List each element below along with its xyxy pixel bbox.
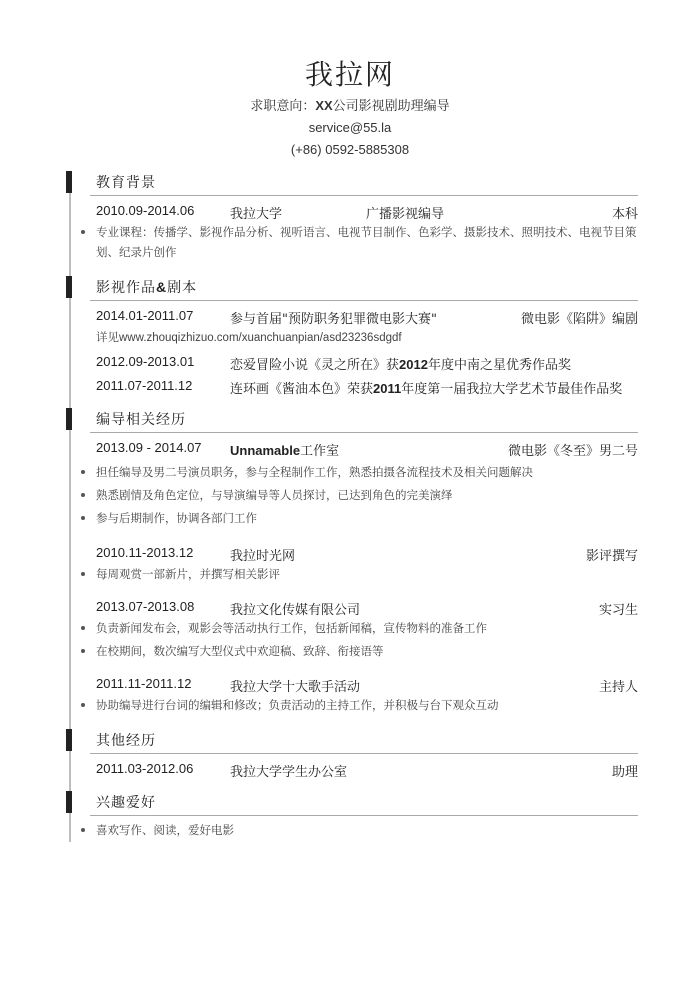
job-bullet: 参与后期制作，协调各部门工作 bbox=[66, 508, 638, 528]
section-marker bbox=[66, 171, 72, 193]
other-role: 助理 bbox=[611, 765, 638, 780]
section-divider bbox=[90, 753, 638, 754]
job-role: 实习生 bbox=[598, 603, 638, 618]
job-bullet: 负责新闻发布会，观影会等活动执行工作，包括新闻稿，宣传物料的准备工作 bbox=[66, 618, 638, 638]
email: service@55.la bbox=[308, 120, 392, 135]
job-row bbox=[66, 596, 638, 618]
education-row bbox=[66, 200, 638, 222]
work-description bbox=[230, 378, 622, 397]
job-period: 2010.11-2013.12 bbox=[96, 545, 194, 560]
job-role: 微电影《冬至》男二号 bbox=[507, 444, 638, 459]
section-title-ampersand: & bbox=[156, 279, 168, 295]
job-org bbox=[230, 440, 339, 459]
job-intent-position: 公司影视剧助理编导 bbox=[332, 98, 450, 113]
work-role: 微电影《陷阱》编剧 bbox=[520, 312, 638, 327]
candidate-name: 我拉网 bbox=[304, 58, 395, 91]
work-desc-text: 年度第一届我拉大学艺术节最佳作品奖 bbox=[401, 382, 623, 397]
job-intent bbox=[0, 95, 700, 117]
job-period: 2013.09 - 2014.07 bbox=[96, 440, 202, 455]
section-header bbox=[66, 728, 638, 754]
job-intent-label: 求职意向： bbox=[250, 98, 316, 113]
hobbies-text: 喜欢写作、阅读，爱好电影 bbox=[66, 820, 638, 840]
work-desc-year: 2011 bbox=[373, 381, 402, 396]
job-period: 2011.11-2011.12 bbox=[96, 676, 192, 691]
job-bullet: 每周观赏一部新片，并撰写相关影评 bbox=[66, 564, 638, 584]
resume-header bbox=[0, 55, 700, 161]
section-header bbox=[66, 275, 638, 301]
job-org: 我拉文化传媒有限公司 bbox=[230, 603, 361, 618]
section-header bbox=[66, 790, 638, 816]
section-hobbies bbox=[66, 790, 638, 840]
section-divider bbox=[90, 195, 638, 196]
section-header bbox=[66, 407, 638, 433]
section-marker bbox=[66, 276, 72, 298]
work-detail-url: www.zhouqizhizuo.com/xuanchuanpian/asd23236sdgdf bbox=[119, 332, 402, 344]
section-marker bbox=[66, 729, 72, 751]
job-org: 我拉大学十大歌手活动 bbox=[230, 680, 361, 695]
job-bullet: 熟悉剧情及角色定位，与导演编导等人员探讨，已达到角色的完美演绎 bbox=[66, 485, 638, 505]
section-header bbox=[66, 170, 638, 196]
work-period: 2012.09-2013.01 bbox=[96, 354, 195, 369]
job-bullet: 在校期间，数次编写大型仪式中欢迎稿、致辞、衔接语等 bbox=[66, 641, 638, 661]
section-title-part: 影视作品 bbox=[96, 280, 156, 296]
job-org-suffix: 工作室 bbox=[300, 444, 340, 459]
section-divider bbox=[90, 432, 638, 433]
section-directing bbox=[66, 407, 638, 715]
job-bullet: 担任编导及男二号演员职务，参与全程制作工作，熟悉拍摄各流程技术及相关问题解决 bbox=[66, 462, 638, 482]
work-detail-prefix: 详见 bbox=[96, 330, 119, 344]
job-intent-company: XX bbox=[315, 98, 333, 113]
education-school: 我拉大学 bbox=[230, 207, 283, 222]
work-detail-link bbox=[66, 327, 638, 348]
job-row bbox=[66, 542, 638, 564]
work-period: 2011.07-2011.12 bbox=[96, 378, 193, 393]
job-bullet: 协助编导进行台词的编辑和修改；负责活动的主持工作，并积极与台下观众互动 bbox=[66, 695, 638, 715]
education-degree: 本科 bbox=[611, 207, 638, 222]
work-desc-text: 连环画《酱油本色》荣获 bbox=[230, 382, 374, 397]
section-title-part: 剧本 bbox=[167, 280, 198, 296]
job-role: 主持人 bbox=[598, 680, 638, 695]
section-works bbox=[66, 275, 638, 397]
section-title: 教育背景 bbox=[96, 175, 156, 191]
job-row bbox=[66, 437, 638, 459]
section-divider bbox=[90, 815, 638, 816]
section-divider bbox=[90, 300, 638, 301]
work-desc-text: 恋爱冒险小说《灵之所在》获 bbox=[230, 358, 400, 373]
section-education bbox=[66, 170, 638, 262]
section-title: 其他经历 bbox=[96, 733, 156, 749]
section-marker bbox=[66, 791, 72, 813]
other-row bbox=[66, 758, 638, 780]
education-major: 广播影视编导 bbox=[366, 207, 445, 222]
work-row bbox=[66, 375, 638, 397]
job-row bbox=[66, 673, 638, 695]
section-title bbox=[96, 277, 197, 297]
section-marker bbox=[66, 408, 72, 430]
other-org: 我拉大学学生办公室 bbox=[230, 765, 348, 780]
section-title: 编导相关经历 bbox=[96, 412, 186, 428]
section-other bbox=[66, 728, 638, 780]
education-courses: 专业课程：传播学、影视作品分析、视听语言、电视节目制作、色彩学、摄影技术、照明技术、电视节目策划、纪录片创作 bbox=[66, 222, 638, 262]
job-period: 2013.07-2013.08 bbox=[96, 599, 195, 614]
education-period: 2010.09-2014.06 bbox=[96, 203, 195, 218]
work-desc-year: 2012 bbox=[399, 357, 428, 372]
phone: (+86) 0592-5885308 bbox=[290, 142, 410, 157]
job-role: 影评撰写 bbox=[585, 549, 638, 564]
work-description bbox=[230, 354, 571, 373]
job-org: 我拉时光网 bbox=[230, 549, 296, 564]
section-title: 兴趣爱好 bbox=[96, 795, 156, 811]
job-org-name: Unnamable bbox=[230, 443, 301, 458]
work-desc-text: 年度中南之星优秀作品奖 bbox=[427, 358, 571, 373]
work-description: 参与首届"预防职务犯罪微电影大赛" bbox=[230, 312, 437, 327]
other-period: 2011.03-2012.06 bbox=[96, 761, 194, 776]
work-period: 2014.01-2011.07 bbox=[96, 308, 194, 323]
work-row bbox=[66, 351, 638, 373]
work-row bbox=[66, 305, 638, 327]
